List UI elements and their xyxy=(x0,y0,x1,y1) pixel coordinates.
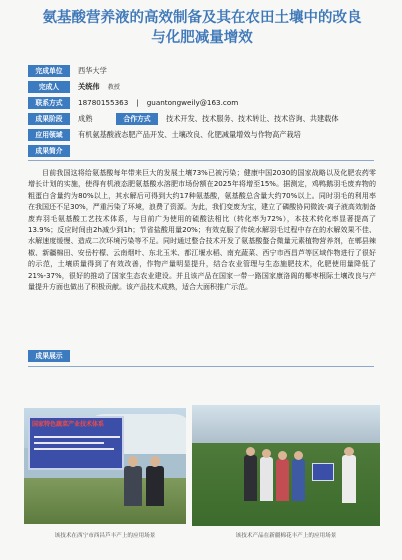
person xyxy=(292,459,305,501)
contact-separator: | xyxy=(136,98,139,107)
unit-value: 西华大学 xyxy=(78,65,107,75)
person-title: 教授 xyxy=(107,84,120,91)
person xyxy=(124,466,142,506)
info-row-field xyxy=(28,127,376,142)
sky xyxy=(192,405,380,443)
photo-cotton-field xyxy=(192,405,380,526)
coop-value: 技术开发、技术服务、技术转让、技术咨询、共建载体 xyxy=(166,113,339,123)
sign-board xyxy=(312,463,334,481)
contact-label: 联系方式 xyxy=(28,97,70,109)
email-value: guantongweily@163.com xyxy=(146,98,239,107)
title-line-2: 与化肥减量增效 xyxy=(151,30,253,46)
person-head xyxy=(150,456,160,467)
results-label: 成果展示 xyxy=(28,350,70,362)
coop-label: 合作方式 xyxy=(116,113,158,125)
field-value: 有机氨基酸液态肥产品开发、土壤改良、化肥减量增效与作物高产栽培 xyxy=(78,129,301,139)
person-head xyxy=(278,451,287,460)
photo-greenhouse-demo xyxy=(24,408,186,524)
maturity-value: 成熟 xyxy=(78,113,93,123)
unit-label: 完成单位 xyxy=(28,65,70,77)
photo1-caption: 该技术在西宁市西昌芦丰产上的应用场景 xyxy=(54,533,156,539)
person-head xyxy=(262,449,271,458)
info-row-person xyxy=(28,79,376,94)
person xyxy=(260,457,273,501)
banner-board xyxy=(28,416,124,470)
intro-label: 成果简介 xyxy=(28,145,70,157)
info-row-contact xyxy=(28,95,376,110)
photo2-caption: 该技术产品在新疆棉花丰产上的应用场景 xyxy=(235,533,337,539)
info-table xyxy=(28,63,376,159)
info-row-maturity xyxy=(28,111,376,126)
person-head xyxy=(128,456,138,467)
person-head xyxy=(294,451,303,460)
person-head xyxy=(344,447,354,456)
document-title xyxy=(22,8,382,48)
maturity-label: 成果阶段 xyxy=(28,113,70,125)
results-divider xyxy=(28,366,374,367)
person xyxy=(146,466,164,506)
person-label: 完成人 xyxy=(28,81,70,93)
intro-paragraph: 目前我国这将给氨基酸每年带来巨大的发展土壤73%已被污染；健康中国2030的国家战略以及化肥农药零增长计划的实施，使得有机液态肥氨基酸水溶肥市场份额在2025年将增至15%。据测定，鸡鸭鹅羽毛废弃物的粗蛋白含量约为80%以上，其水解后可得到大约17种氨基酸，氨基酸总含量大约70%以上。同时羽毛的利用率在我国还不足30%，严重污染了环境，浪费了资源。为此，我们变废为宝，建立了磷酸协同微波-离子液高效制备废弃羽毛氨基酸工艺技术体系，与目前广为使用的硫酸法相比（转化率为72%），本技术转化率显著提高了13.9%；反应时间由2h减少到1h；节省盐酸用量20%；有效克服了传统水解羽毛过程中存在的水解效果不佳、水解速度缓慢、造成二次环境污染等不足。同时通过整合技术开发了氨基酸螯合微量元素植物营养剂，在郫县辣椒、新疆棉田、安岳柠檬、云南烟叶、东北玉米、都江堰水稻、南充蔬菜、西宁市西昌芦等区域作物进行了很好的示范，土壤质量得到了有效改善，作物产量明显提升，结合农业管理与生态施肥技术，化肥使用量降低了21%-37%，很好的推动了国家生态农业建设。并且该产品在国家一带一路国家康洛阁的椰枣根际土壤改良与产量提升方面也做出了积极贡献。该产品技术成熟，适合大面积推广示范。 xyxy=(28,169,376,292)
person-head xyxy=(246,447,255,456)
person-value: 关统伟 xyxy=(78,81,100,91)
banner-text: 国家特色蔬菜产业技术体系 xyxy=(32,421,105,428)
person xyxy=(276,459,289,501)
field-label: 应用领域 xyxy=(28,129,70,141)
title-line-1: 氨基酸营养液的高效制备及其在农田土壤中的改良 xyxy=(42,10,362,26)
phone-value: 18780155363 xyxy=(78,98,129,107)
info-row-unit xyxy=(28,63,376,78)
person xyxy=(342,455,356,503)
info-row-intro xyxy=(28,143,376,158)
divider xyxy=(28,160,374,161)
person xyxy=(244,455,257,501)
